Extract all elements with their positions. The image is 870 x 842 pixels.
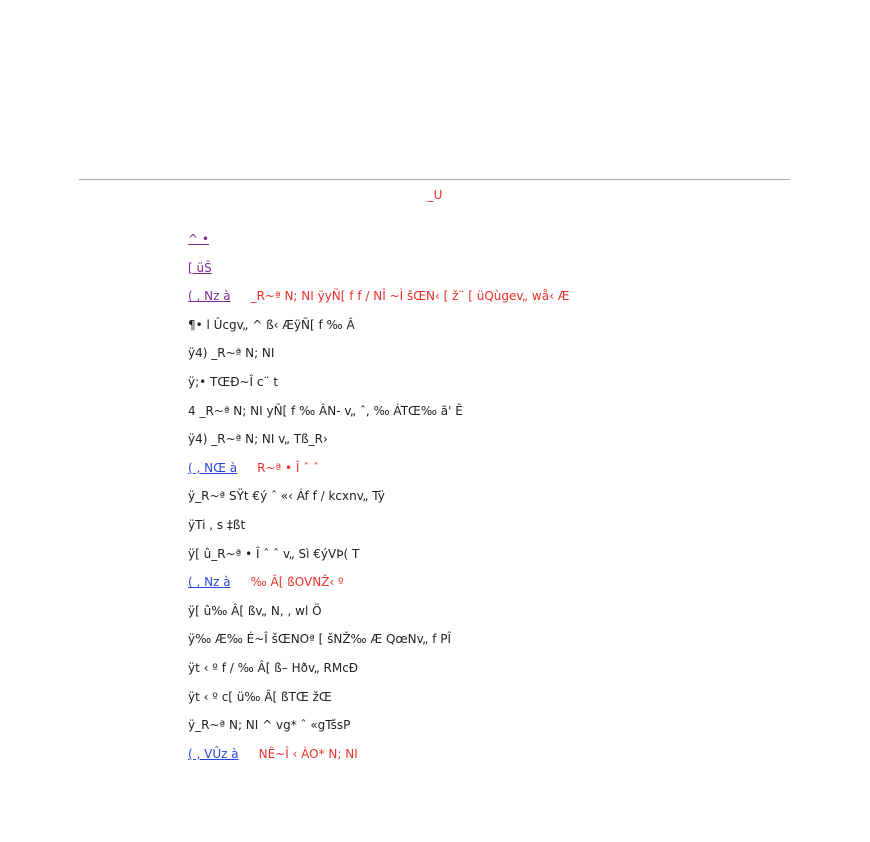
line-link[interactable]: ( , NŒ à bbox=[188, 460, 238, 475]
line-link[interactable]: [ üŠ bbox=[188, 260, 212, 275]
text-line bbox=[188, 488, 808, 517]
text-line bbox=[188, 660, 808, 689]
body-lines bbox=[188, 231, 808, 774]
line-link[interactable]: ^ • bbox=[188, 232, 209, 246]
line-text: R~ª • Î ˆ ˆ bbox=[257, 460, 320, 475]
line-text: NÊ~Î ‹ ÀO* N; NI bbox=[258, 746, 358, 761]
line-text: ÿ‰ Æ‰ É~Î šŒNOª [ šNŽ‰ Æ QœNv„ f PÎ bbox=[188, 632, 452, 647]
text-line bbox=[188, 231, 808, 260]
horizontal-rule bbox=[79, 179, 790, 180]
text-line bbox=[188, 403, 808, 432]
text-line bbox=[188, 374, 808, 403]
line-link[interactable]: ( , Nz à bbox=[188, 575, 231, 590]
text-line bbox=[188, 431, 808, 460]
text-line bbox=[188, 288, 808, 317]
line-link[interactable]: ( , Nz à bbox=[188, 289, 231, 304]
line-text: ÿTi , s ‡ßt bbox=[188, 517, 246, 532]
text-line bbox=[188, 574, 808, 603]
text-line bbox=[188, 746, 808, 775]
line-link[interactable]: ( , VÛz à bbox=[188, 746, 239, 761]
line-text: ‰ Â[ ßOVNŽ‹ º bbox=[250, 575, 344, 590]
line-text: ÿ[ û‰ Â[ ßv„ N, , wl Ö bbox=[188, 603, 322, 618]
line-text: ÿ_R~ª SŸt €ý ˆ «‹ Áf f / kcxnv„ Tÿ bbox=[188, 489, 385, 504]
line-text: ÿt ‹ º c[ ü‰ Â[ ßTŒ žŒ bbox=[188, 689, 332, 704]
text-line bbox=[188, 631, 808, 660]
text-line bbox=[188, 717, 808, 746]
line-text: ÿ_R~ª N; NI ^ vg* ˆ «gTšsP bbox=[188, 718, 351, 733]
line-text: ÿ;• TŒÐ~Î c¨ t bbox=[188, 374, 279, 389]
line-text: ÿt ‹ º f / ‰ Â[ ß– Hðv„ RMcÐ bbox=[188, 660, 359, 675]
line-text: ¶• l Ûcgv„ ^ ß‹ ÆÿÑ[ f ‰ Â bbox=[188, 317, 355, 332]
line-text: ÿ4) _R~ª N; NI v„ Tß_R› bbox=[188, 432, 328, 447]
text-line bbox=[188, 546, 808, 575]
text-line bbox=[188, 317, 808, 346]
text-line bbox=[188, 345, 808, 374]
text-line bbox=[188, 260, 808, 289]
text-line bbox=[188, 460, 808, 489]
text-line bbox=[188, 689, 808, 718]
line-text: _R~ª N; NI ÿyÑ[ f f / NÎ ~Ì šŒN‹ [ ž¨ [ üQùgev„ wå‹ Æ bbox=[250, 289, 570, 304]
page-title: _U bbox=[427, 188, 443, 202]
text-line bbox=[188, 603, 808, 632]
line-text: ÿ[ û_R~ª • Î ˆ ˆ v„ Sì €ýVÞ( T bbox=[188, 546, 360, 561]
line-text: 4 _R~ª N; NI yÑ[ f ‰ ÂN- v„ ˆ, ‰ ÁTŒ‰ ã' Ê bbox=[188, 403, 463, 418]
line-text: ÿ4) _R~ª N; NI bbox=[188, 346, 275, 361]
text-line bbox=[188, 517, 808, 546]
